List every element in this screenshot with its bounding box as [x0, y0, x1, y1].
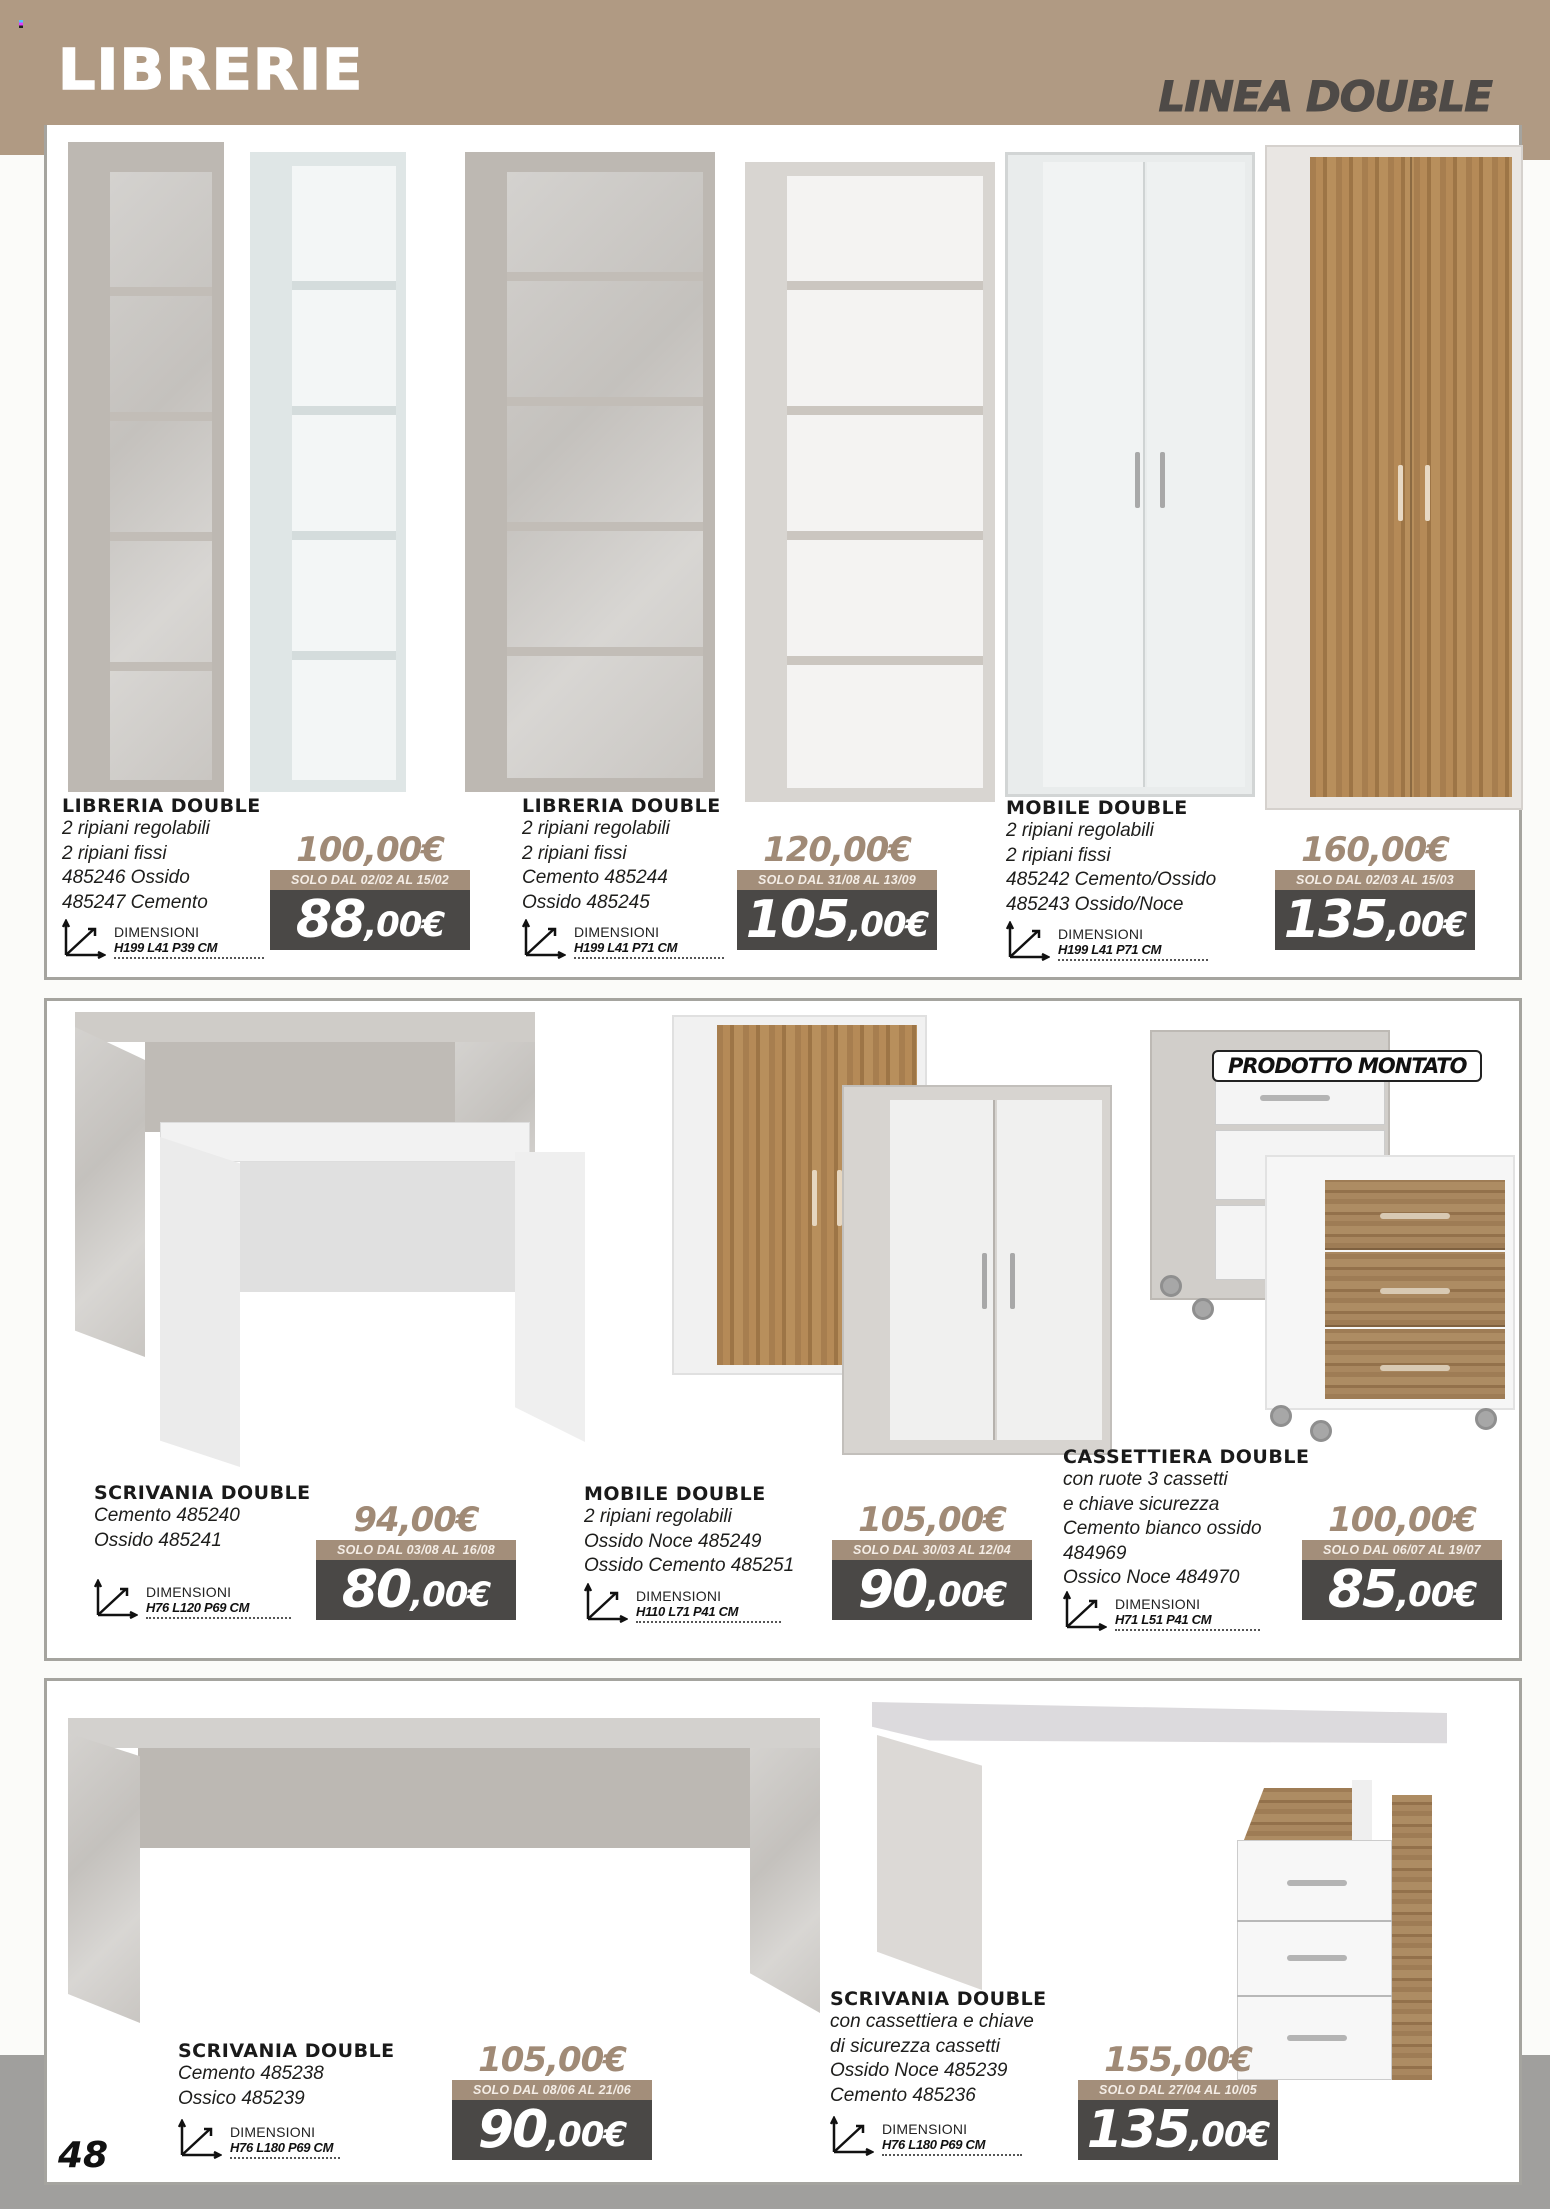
product-image-cassettiera	[1150, 1030, 1520, 1450]
product-desc-line: Ossico Noce 484970	[1063, 1567, 1240, 1588]
product-card-cassettiera	[1063, 1446, 1309, 1631]
product-desc-line: 485242 Cemento/Ossido	[1006, 869, 1217, 890]
dimensions-label: DIMENSIONI	[574, 924, 660, 940]
old-price: 100,00€	[1328, 1500, 1476, 1540]
dimensions	[94, 1579, 311, 1619]
offer-validity: SOLO DAL 02/02 AL 15/02	[270, 870, 470, 890]
product-name: SCRIVANIA DOUBLE	[178, 2040, 395, 2062]
product-desc-line: 484969	[1063, 1542, 1127, 1564]
new-price: 80 ,00€	[316, 1560, 516, 1620]
dimensions-value: H76 L120 P69 CM	[146, 1600, 250, 1615]
product-desc-line: Ossico 485239	[178, 2087, 305, 2109]
dimensions-value: H199 L41 P71 CM	[1058, 942, 1162, 957]
dimensions-arrows-icon	[1006, 921, 1050, 961]
offer-validity: SOLO DAL 06/07 AL 19/07	[1302, 1540, 1502, 1560]
dimensions-value: H71 L51 P41 CM	[1115, 1611, 1212, 1627]
dimensions-label: DIMENSIONI	[636, 1587, 722, 1604]
product-desc-line: Ossido 485245	[522, 891, 650, 913]
dimensions-value: H110 L71 P41 CM	[636, 1603, 739, 1619]
product-name: CASSETTIERA DOUBLE	[1063, 1446, 1310, 1468]
dimensions-arrows-icon	[62, 919, 106, 959]
product-image-mobile-noce	[1265, 145, 1523, 815]
product-card-scrivania-120	[94, 1482, 311, 1619]
product-desc-line: di sicurezza cassetti	[830, 2035, 1001, 2057]
dimensions-value: H76 L180 P69 CM	[230, 2140, 334, 2155]
product-name: LIBRERIA DOUBLE	[522, 795, 721, 817]
dimensions-label: DIMENSIONI	[1058, 926, 1144, 942]
product-desc-line: 2 ripiani fissi	[62, 842, 167, 864]
dimensions-value: H76 L180 P69 CM	[882, 2137, 986, 2152]
price-box	[737, 830, 937, 950]
price-box	[452, 2040, 652, 2160]
dimensions	[62, 919, 264, 959]
product-image-libreria-narrow-ossido	[250, 152, 406, 812]
new-price: 90 ,00€	[452, 2100, 652, 2160]
product-name: MOBILE DOUBLE	[1006, 797, 1188, 819]
product-desc-line: Ossido 485241	[94, 1529, 222, 1551]
new-price: 85 ,00€	[1302, 1560, 1502, 1620]
product-desc-line: 485247 Cemento	[62, 891, 208, 913]
product-desc-line: 2 ripiani regolabili	[1006, 820, 1154, 841]
dimensions-label: DIMENSIONI	[1115, 1595, 1201, 1612]
dimensions-arrows-icon	[830, 2116, 874, 2156]
product-desc-line: 2 ripiani fissi	[522, 842, 627, 864]
price-box	[316, 1500, 516, 1620]
old-price: 105,00€	[478, 2040, 626, 2080]
product-desc-line: e chiave sicurezza	[1063, 1493, 1220, 1515]
product-desc-line: Ossido Noce 485249	[584, 1530, 762, 1552]
old-price: 160,00€	[1301, 830, 1449, 870]
new-price: 135 ,00€	[1078, 2100, 1278, 2160]
dimensions-label: DIMENSIONI	[114, 924, 200, 940]
dimensions-arrows-icon	[1063, 1591, 1107, 1631]
dimensions-label: DIMENSIONI	[230, 2124, 316, 2140]
product-desc-line: 2 ripiani regolabili	[62, 818, 210, 839]
dimensions	[830, 2116, 1047, 2156]
product-card-libreria-2	[522, 795, 724, 959]
product-desc-line: 485243 Ossido/Noce	[1006, 893, 1184, 915]
header-strip	[1520, 155, 1550, 160]
offer-validity: SOLO DAL 02/03 AL 15/03	[1275, 870, 1475, 890]
dimensions-arrows-icon	[522, 919, 566, 959]
product-card-scrivania-cassettiera	[830, 1988, 1047, 2156]
dimensions	[1063, 1591, 1309, 1631]
price-box	[1302, 1500, 1502, 1620]
product-desc-line: 485246 Ossido	[62, 867, 190, 888]
old-price: 100,00€	[296, 830, 444, 870]
offer-validity: SOLO DAL 08/06 AL 21/06	[452, 2080, 652, 2100]
product-desc-line: Ossido Noce 485239	[830, 2060, 1008, 2081]
offer-validity: SOLO DAL 31/08 AL 13/09	[737, 870, 937, 890]
dimensions	[178, 2119, 395, 2159]
new-price: 135 ,00€	[1275, 890, 1475, 950]
dimensions-arrows-icon	[178, 2119, 222, 2159]
product-desc-line: Cemento 485244	[522, 867, 668, 888]
product-desc-line: con ruote 3 cassetti	[1063, 1469, 1228, 1490]
product-desc-line: Cemento 485236	[830, 2084, 976, 2106]
dimensions	[1006, 921, 1216, 961]
dimensions-label: DIMENSIONI	[146, 1584, 232, 1600]
product-image-libreria-wide-ossido	[745, 162, 995, 812]
product-card-scrivania-180	[178, 2040, 395, 2159]
product-desc-line: Ossido Cemento 485251	[584, 1555, 795, 1576]
price-box	[270, 830, 470, 950]
product-desc-line: Cemento bianco ossido	[1063, 1518, 1262, 1539]
product-desc-line: 2 ripiani regolabili	[584, 1506, 732, 1527]
new-price: 105 ,00€	[737, 890, 937, 950]
dimensions-value: H199 L41 P71 CM	[574, 940, 678, 955]
product-desc-line: 2 ripiani regolabili	[522, 818, 670, 839]
product-card-mobile-1	[1006, 797, 1216, 961]
product-desc-line: con cassettiera e chiave	[830, 2011, 1034, 2032]
product-image-libreria-wide-cemento	[465, 152, 715, 792]
product-image-scrivania-180	[68, 1718, 820, 2028]
new-price: 90 ,00€	[832, 1560, 1032, 1620]
new-price: 88 ,00€	[270, 890, 470, 950]
product-card-libreria-1	[62, 795, 264, 959]
product-name: MOBILE DOUBLE	[584, 1483, 766, 1505]
page-number: 48	[58, 2135, 109, 2176]
product-name: SCRIVANIA DOUBLE	[830, 1988, 1047, 2010]
offer-validity: SOLO DAL 30/03 AL 12/04	[832, 1540, 1032, 1560]
page-title: LIBRERIE	[58, 38, 364, 103]
product-desc-line: Cemento 485240	[94, 1505, 240, 1526]
page-subtitle: LINEA DOUBLE	[1158, 72, 1492, 121]
dimensions-arrows-icon	[94, 1579, 138, 1619]
offer-validity: SOLO DAL 03/08 AL 16/08	[316, 1540, 516, 1560]
dimensions-label: DIMENSIONI	[882, 2121, 968, 2137]
print-registration-mark	[19, 20, 23, 28]
dimensions-value: H199 L41 P39 CM	[114, 940, 218, 955]
dimensions	[584, 1583, 794, 1623]
dimensions	[522, 919, 724, 959]
product-name: LIBRERIA DOUBLE	[62, 795, 261, 817]
old-price: 155,00€	[1104, 2040, 1252, 2080]
product-image-libreria-narrow-cemento	[68, 142, 224, 792]
product-image-mobile-basso	[672, 1015, 1112, 1455]
product-image-mobile-cemento	[1005, 152, 1255, 802]
product-name: SCRIVANIA DOUBLE	[94, 1482, 311, 1504]
old-price: 120,00€	[763, 830, 911, 870]
offer-validity: SOLO DAL 27/04 AL 10/05	[1078, 2080, 1278, 2100]
price-box	[1078, 2040, 1278, 2160]
old-price: 94,00€	[353, 1500, 479, 1540]
price-box	[1275, 830, 1475, 950]
product-desc-line: 2 ripiani fissi	[1006, 844, 1111, 866]
product-desc-line: Cemento 485238	[178, 2063, 324, 2084]
product-image-scrivania-120	[75, 1012, 545, 1462]
old-price: 105,00€	[858, 1500, 1006, 1540]
price-box	[832, 1500, 1032, 1620]
assembled-product-badge: PRODOTTO MONTATO	[1212, 1050, 1482, 1082]
dimensions-arrows-icon	[584, 1583, 628, 1623]
product-card-mobile-basso	[584, 1483, 794, 1623]
